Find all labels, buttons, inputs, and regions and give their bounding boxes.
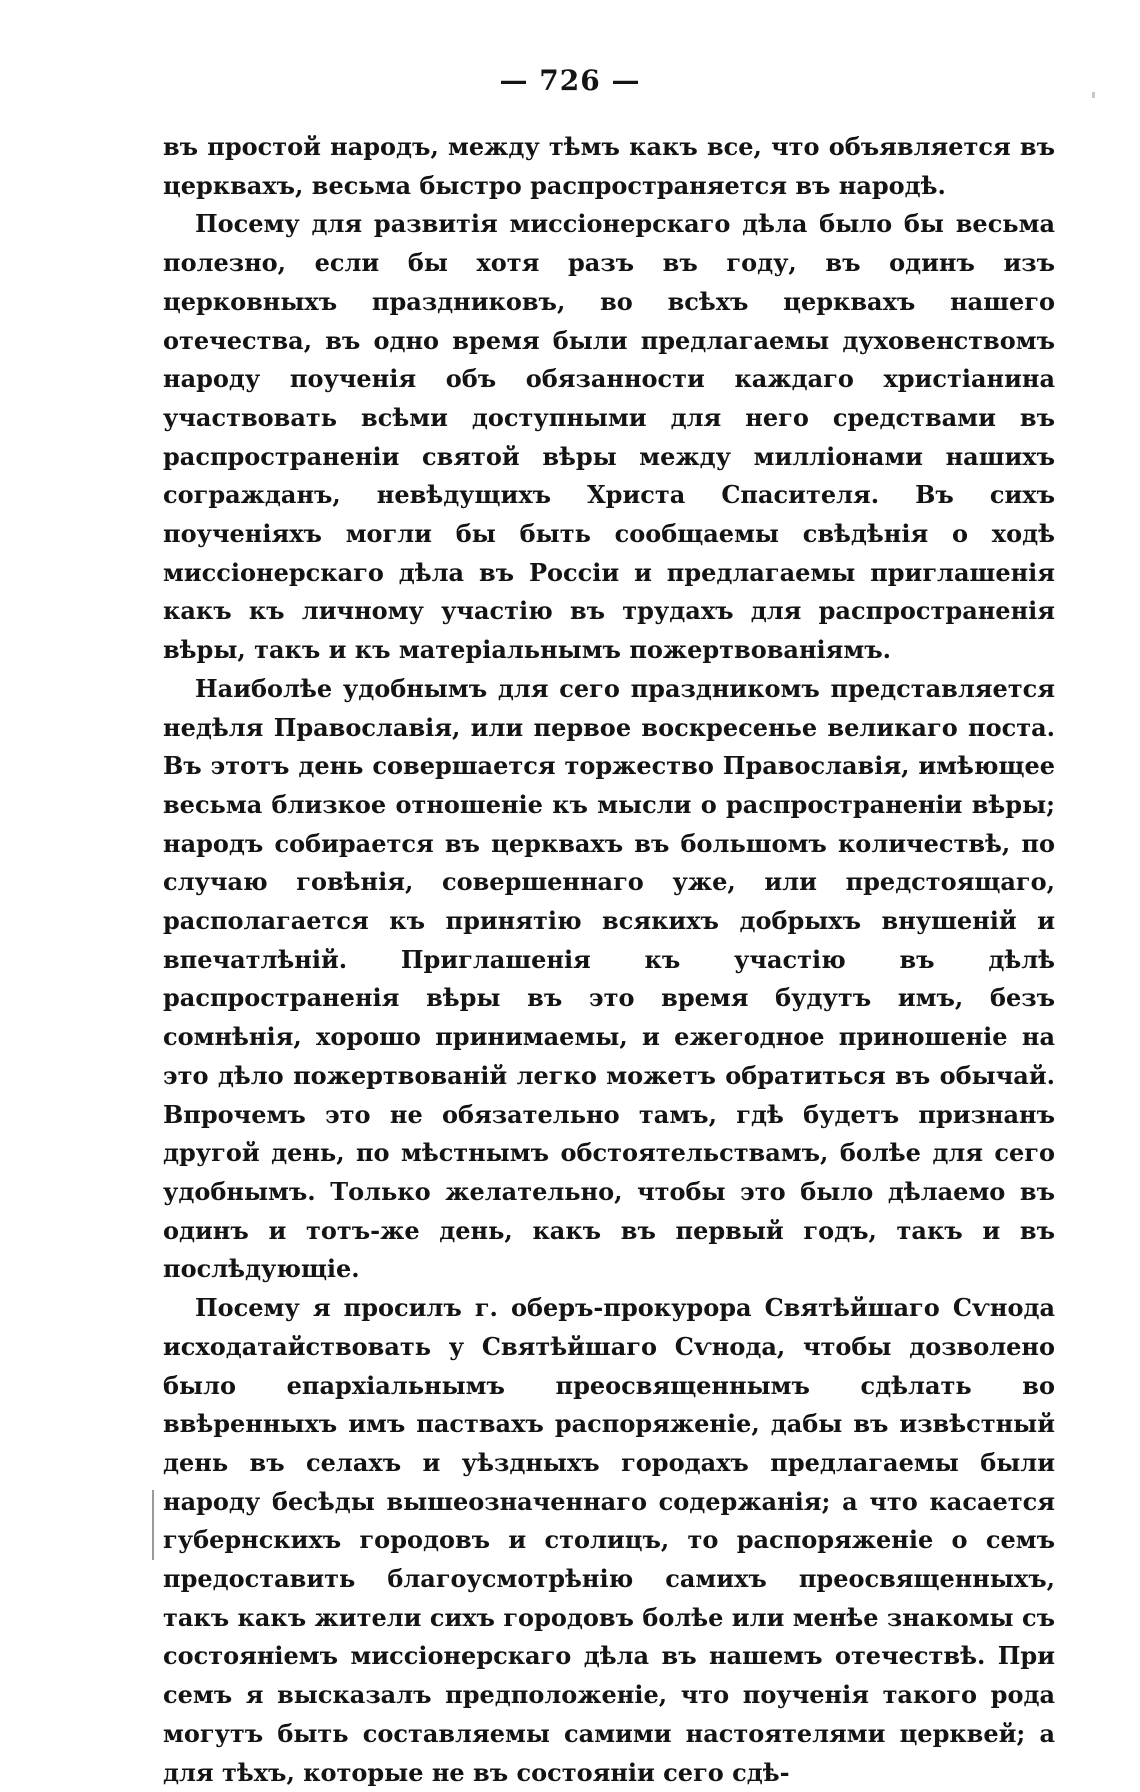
- paragraph: Посему я просилъ г. оберъ-прокурора Святѣйшаго Сѵнода исходатайствовать у Святѣйшаго Сѵнода, чтобы дозволено было епархіальнымъ преосвященнымъ сдѣлать во ввѣренныхъ имъ паствахъ распоряженіе, дабы въ извѣстный день въ селахъ и уѣздныхъ городахъ предлагаемы были народу бесѣды вышеозначеннаго содержанія; а что касается губернскихъ городовъ и столицъ, то распоряженіе о семъ предоставить благоусмотрѣнію самихъ преосвященныхъ, такъ какъ жители сихъ городовъ болѣе или менѣе знакомы съ состояніемъ миссіонерскаго дѣла въ нашемъ отечествѣ. При семъ я высказалъ предположеніе, что поученія такого рода могутъ быть составляемы самими настоятелями церквей; а для тѣхъ, которые не въ состояніи сего сдѣ-: [163, 1293, 1055, 1787]
- paragraph-continuation: въ простой народъ, между тѣмъ какъ все, что объявляется въ церквахъ, весьма быстро распространяется въ народѣ.: [163, 132, 1055, 200]
- page-number: — 726 —: [499, 64, 641, 97]
- scan-artifact: [1092, 92, 1095, 98]
- scan-artifact: [152, 1490, 154, 1560]
- paragraph: Посему для развитія миссіонерскаго дѣла было бы весьма полезно, если бы хотя разъ въ году, въ одинъ изъ церковныхъ праздниковъ, во всѣхъ церквахъ нашего отечества, въ одно время были предлагаемы духовенствомъ народу поученія объ обязанности каждаго христіанина участвовать всѣми доступными для него средствами въ распространеніи святой вѣры между милліонами нашихъ согражданъ, невѣдущихъ Христа Спасителя. Въ сихъ поученіяхъ могли бы быть сообщаемы свѣдѣнія о ходѣ миссіонерскаго дѣла въ Россіи и предлагаемы приглашенія какъ къ личному участію въ трудахъ для распространенія вѣры, такъ и къ матеріальнымъ пожертвованіямъ.: [163, 209, 1055, 665]
- body-text: [163, 128, 1055, 1792]
- paragraph: Наиболѣе удобнымъ для сего праздникомъ представляется недѣля Православія, или первое воскресенье великаго поста. Въ этотъ день совершается торжество Православія, имѣющее весьма близкое отношеніе къ мысли о распространеніи вѣры; народъ собирается въ церквахъ въ большомъ количествѣ, по случаю говѣнія, совершеннаго уже, или предстоящаго, располагается къ принятію всякихъ добрыхъ внушеній и впечатлѣній. Приглашенія къ участію въ дѣлѣ распространенія вѣры въ это время будутъ имъ, безъ сомнѣнія, хорошо принимаемы, и ежегодное приношеніе на это дѣло пожертвованій легко можетъ обратиться въ обычай. Впрочемъ это не обязательно тамъ, гдѣ будетъ признанъ другой день, по мѣстнымъ обстоятельствамъ, болѣе для сего удобнымъ. Только желательно, чтобы это было дѣлаемо въ одинъ и тотъ-же день, какъ въ первый годъ, такъ и въ послѣдующіе.: [163, 673, 1055, 1284]
